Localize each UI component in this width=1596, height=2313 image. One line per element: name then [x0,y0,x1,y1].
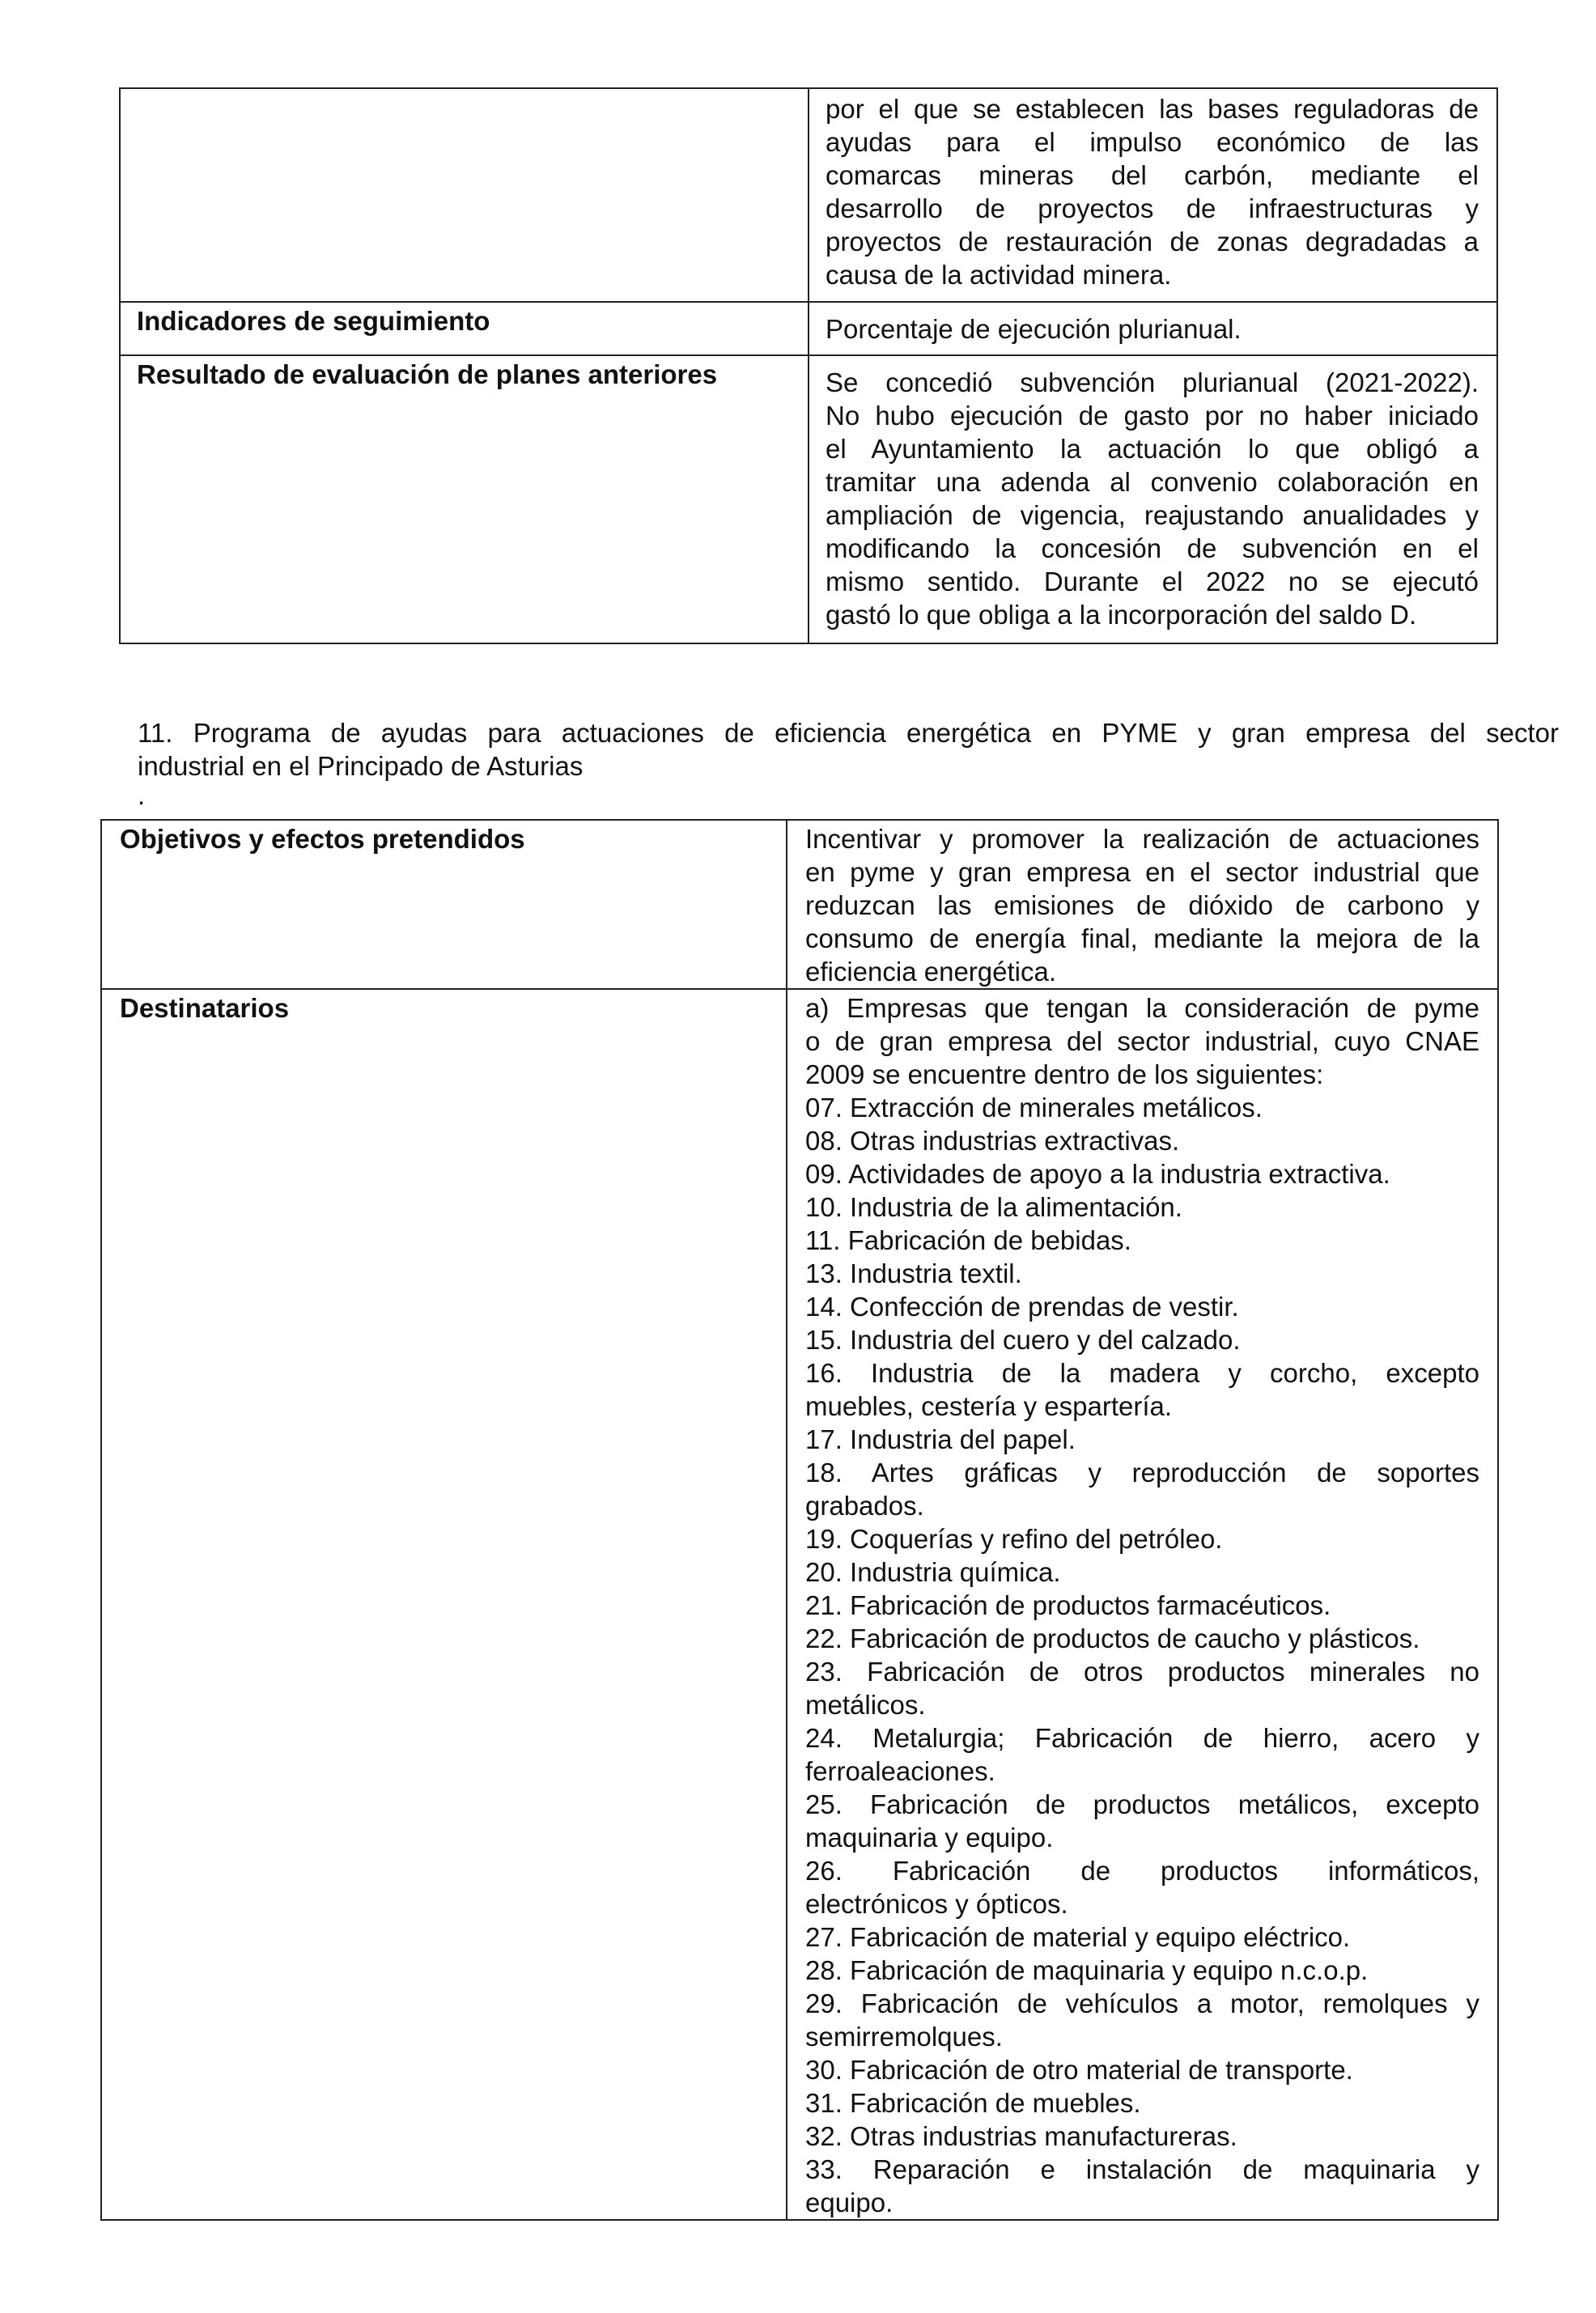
list-item: ferroaleaciones. [805,1756,995,1786]
list-item: maquinaria y equipo. [805,1823,1054,1853]
list-item: metálicos. [805,1690,926,1720]
text-line: 2009 se encuentre dentro de los siguientes: [805,1059,1324,1089]
list-item: 15. Industria del cuero y del calzado. [805,1325,1241,1355]
list-item: 07. Extracción de minerales metálicos. [805,1093,1263,1123]
text-line: tramitar una adenda al convenio colaboración en [826,467,1479,497]
text-line: consumo de energía final, mediante la mejora de la [805,923,1479,953]
list-item: 22. Fabricación de productos de caucho y plásticos. [805,1623,1420,1653]
text-line: proyectos de restauración de zonas degradadas a [826,227,1479,257]
program-table [100,819,1499,2221]
table-row [101,820,1498,989]
row-label-indicadores: Indicadores de seguimiento [120,302,809,355]
list-item: 28. Fabricación de maquinaria y equipo n.c.o.p. [805,1955,1369,1985]
section-heading [138,716,1559,783]
list-item: 24. Metalurgia; Fabricación de hierro, acero y [805,1723,1479,1753]
list-item: 20. Industria química. [805,1557,1061,1587]
table-row [120,302,1497,355]
text-line: eficiencia energética. [805,957,1057,987]
list-item: semirremolques. [805,2022,1003,2052]
text-line: o de gran empresa del sector industrial, cuyo CNAE [805,1026,1479,1056]
list-item: 31. Fabricación de muebles. [805,2088,1141,2118]
table-row [101,989,1498,2220]
list-item: grabados. [805,1491,924,1521]
text-line: Se concedió subvención plurianual (2021-2022). [826,367,1479,397]
text-line: a) Empresas que tengan la consideración de pyme [805,993,1479,1023]
list-item: 19. Coquerías y refino del petróleo. [805,1524,1223,1554]
heading-line: 11. Programa de ayudas para actuaciones de eficiencia energética en PYME y gran empresa del sector [138,718,1559,748]
list-item: 32. Otras industrias manufactureras. [805,2121,1237,2151]
text-line: gastó lo que obliga a la incorporación del saldo D. [826,600,1417,630]
row-label [120,88,809,302]
text-line: en pyme y gran empresa en el sector industrial que [805,857,1479,887]
text-line: No hubo ejecución de gasto por no haber iniciado [826,401,1479,431]
heading-line: industrial en el Principado de Asturias [138,751,584,781]
list-item: 25. Fabricación de productos metálicos, excepto [805,1789,1479,1819]
list-item: 21. Fabricación de productos farmacéuticos. [805,1590,1331,1620]
list-item: 10. Industria de la alimentación. [805,1192,1182,1222]
stray-dot: . [138,780,146,810]
text-line: ampliación de vigencia, reajustando anualidades y [826,500,1479,530]
text-line: mismo sentido. Durante el 2022 no se ejecutó [826,567,1479,596]
list-item: 27. Fabricación de material y equipo eléctrico. [805,1922,1351,1952]
continuation-table [119,87,1498,644]
list-item: 23. Fabricación de otros productos minerales no [805,1657,1479,1687]
row-content [809,355,1497,643]
table-row [120,88,1497,302]
list-item: 14. Confección de prendas de vestir. [805,1292,1239,1322]
list-item: electrónicos y ópticos. [805,1889,1068,1919]
list-item: 13. Industria textil. [805,1258,1022,1288]
text-line: ayudas para el impulso económico de las [826,127,1479,157]
row-label-resultado: Resultado de evaluación de planes anteriores [120,355,809,643]
list-item: 33. Reparación e instalación de maquinaria y [805,2154,1479,2184]
list-item: 18. Artes gráficas y reproducción de soportes [805,1458,1479,1488]
list-item: 29. Fabricación de vehículos a motor, remolques y [805,1988,1479,2018]
list-item: 30. Fabricación de otro material de transporte. [805,2055,1353,2085]
text-line: reduzcan las emisiones de dióxido de carbono y [805,890,1479,920]
row-content [787,989,1498,2220]
text-line: modificando la concesión de subvención en el [826,533,1479,563]
row-label-objetivos: Objetivos y efectos pretendidos [101,820,787,989]
text-line: Incentivar y promover la realización de actuaciones [805,824,1479,854]
text-line: causa de la actividad minera. [826,260,1172,290]
list-item: 09. Actividades de apoyo a la industria extractiva. [805,1159,1390,1189]
table-row [120,355,1497,643]
row-content [809,88,1497,302]
row-label-destinatarios: Destinatarios [101,989,787,2220]
list-item: 08. Otras industrias extractivas. [805,1126,1180,1156]
row-content [809,302,1497,355]
list-item: muebles, cestería y espartería. [805,1391,1173,1421]
list-item: 26. Fabricación de productos informáticos, [805,1856,1479,1886]
row-content [787,820,1498,989]
list-item: equipo. [805,2188,894,2218]
text-line: desarrollo de proyectos de infraestructuras y [826,193,1479,223]
list-item: 17. Industria del papel. [805,1424,1076,1454]
text-line: Porcentaje de ejecución plurianual. [826,314,1242,344]
text-line: por el que se establecen las bases reguladoras de [826,94,1479,124]
list-item: 11. Fabricación de bebidas. [805,1225,1131,1255]
text-line: el Ayuntamiento la actuación lo que obligó a [826,434,1479,464]
text-line: comarcas mineras del carbón, mediante el [826,160,1479,190]
list-item: 16. Industria de la madera y corcho, excepto [805,1358,1479,1388]
